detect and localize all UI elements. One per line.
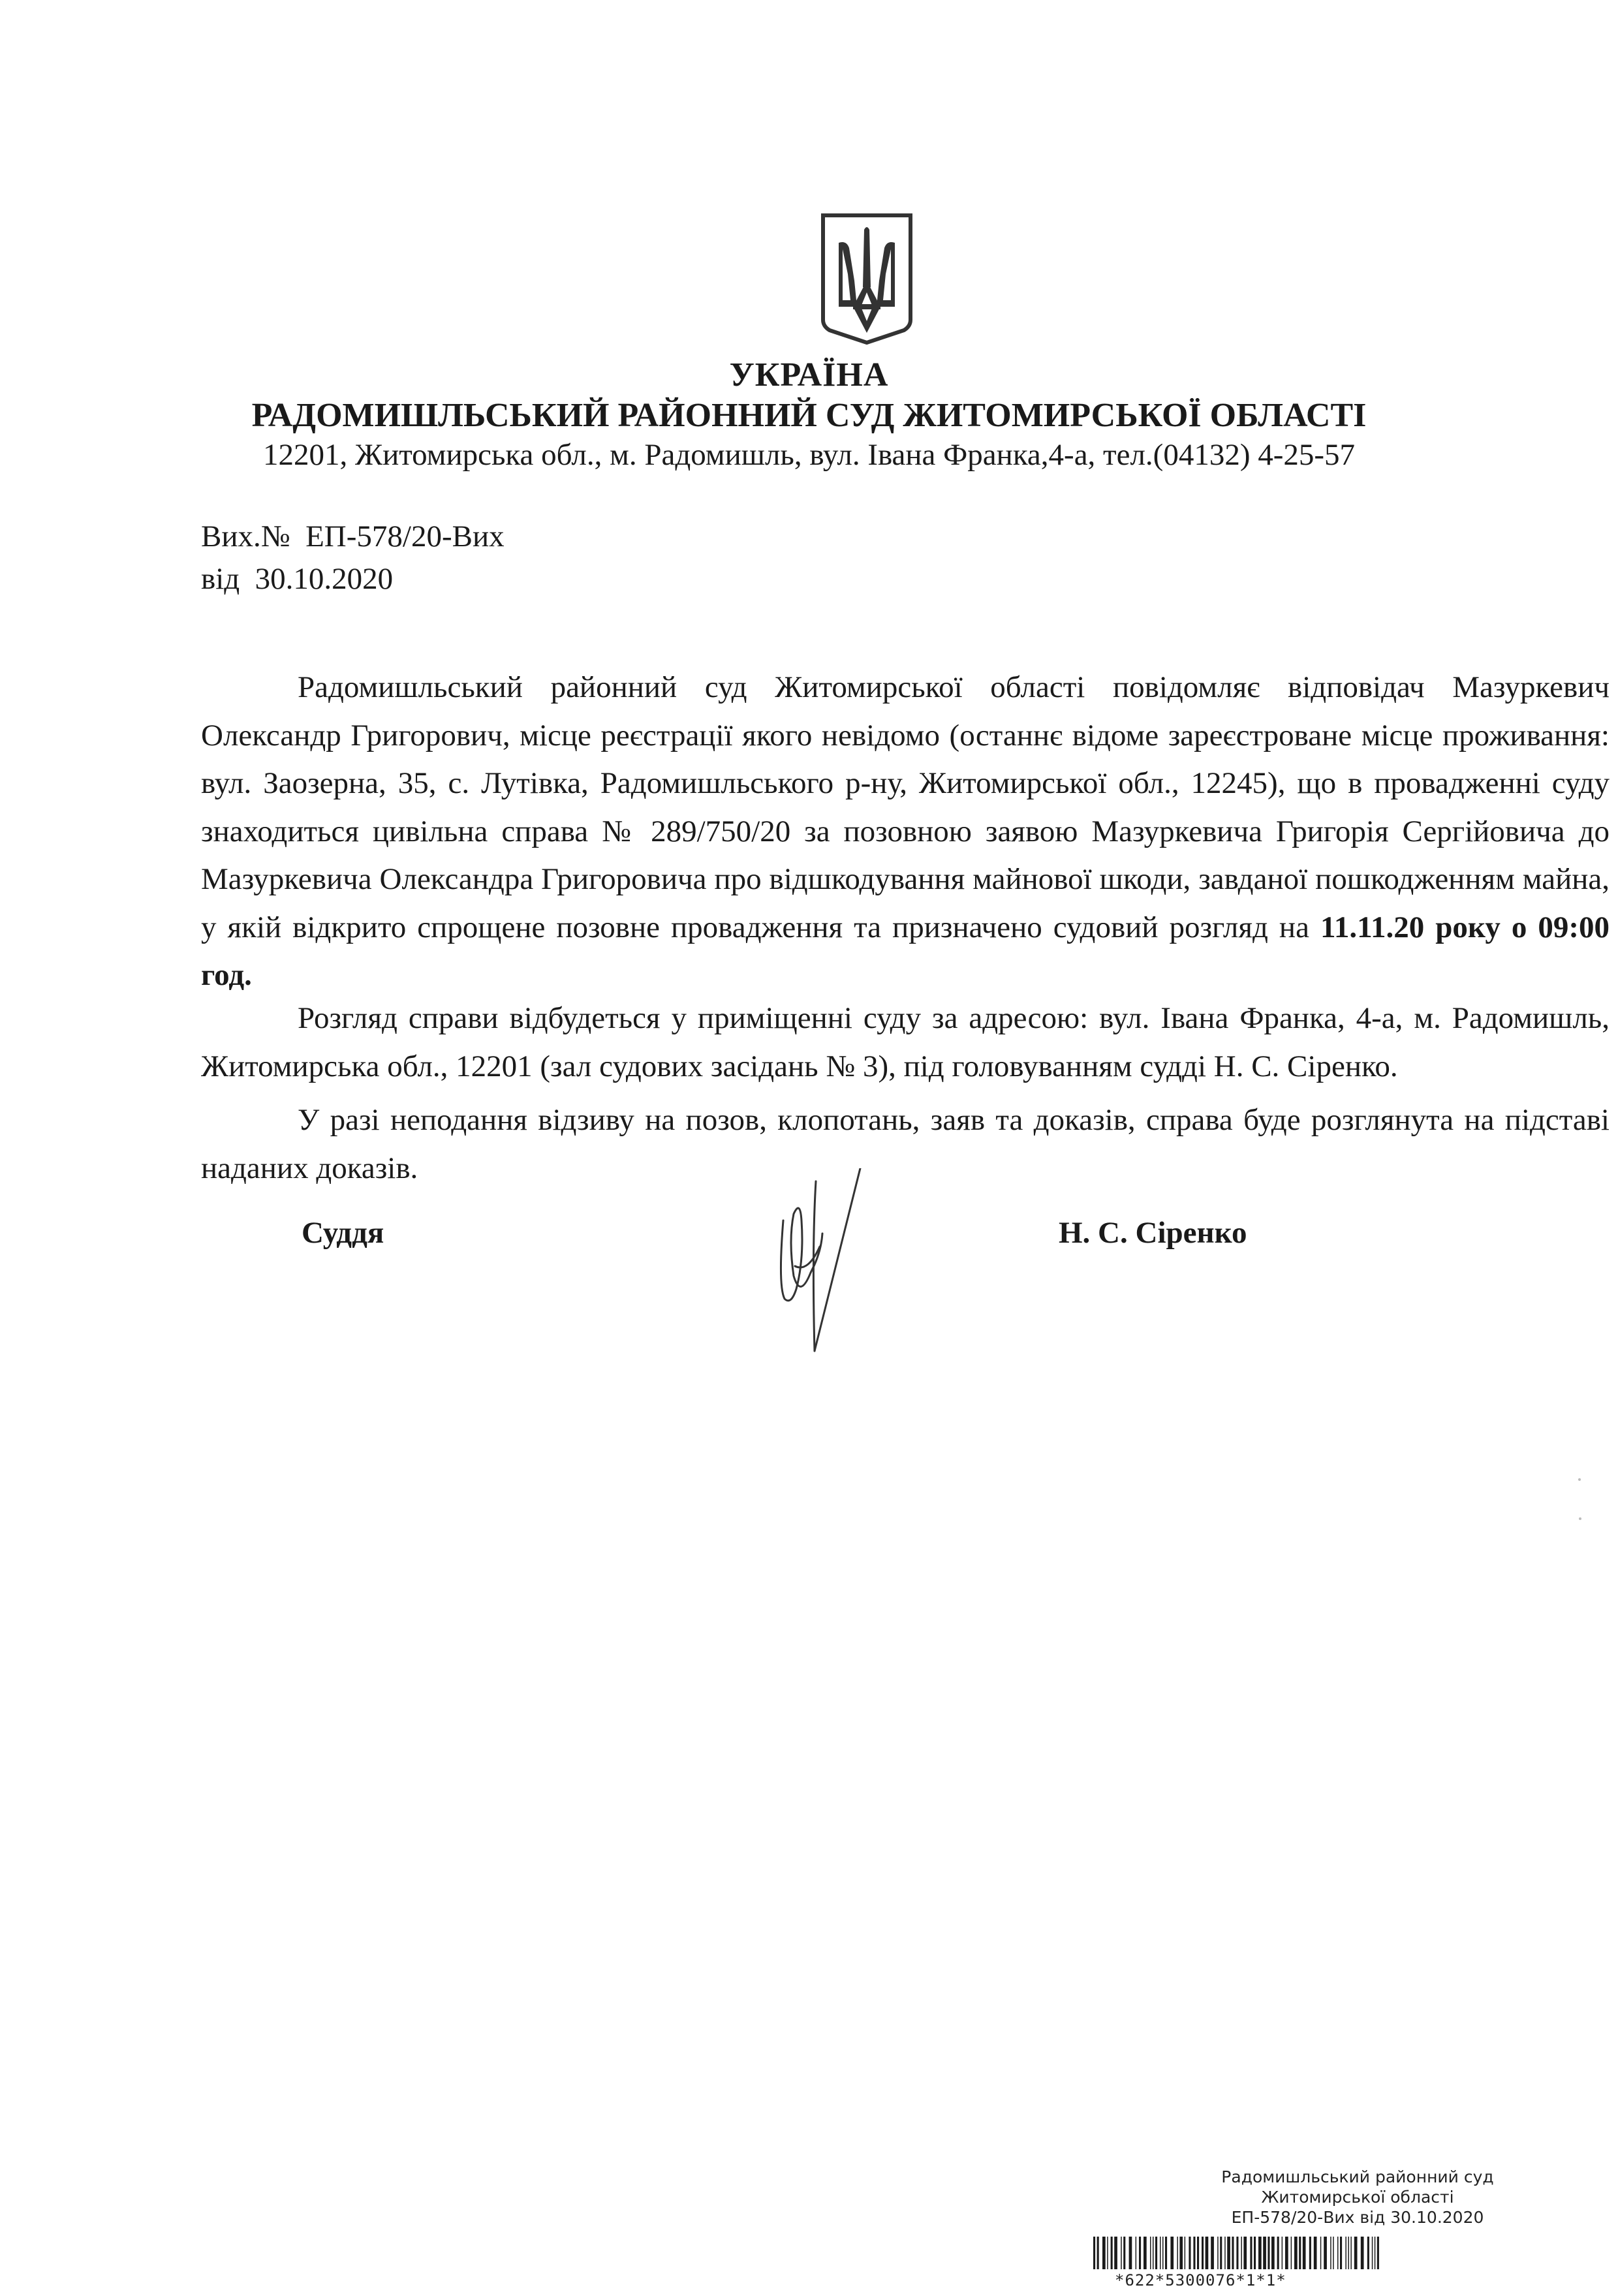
barcode-bar — [1254, 2237, 1256, 2269]
barcode-bar — [1177, 2237, 1178, 2269]
barcode-bar — [1102, 2237, 1106, 2269]
barcode-bar — [1123, 2237, 1125, 2269]
stamp-region: Житомирської області — [1261, 2188, 1454, 2207]
barcode-bar — [1354, 2237, 1358, 2269]
handwritten-signature-icon — [744, 1168, 914, 1371]
barcode-bar — [1179, 2237, 1183, 2269]
barcode-bar — [1107, 2237, 1108, 2269]
barcode-bar — [1143, 2237, 1147, 2269]
outgoing-date: від 30.10.2020 — [201, 562, 394, 596]
court-name-heading: РАДОМИШЛЬСЬКИЙ РАЙОННИЙ СУД ЖИТОМИРСЬКОЇ ОБЛАСТІ — [251, 397, 1367, 434]
hearing-datetime: 11.11.20 року о 09:00 год. — [201, 910, 1610, 992]
barcode-bar — [1299, 2237, 1301, 2269]
stamp-reference: ЕП-578/20-Вих від 30.10.2020 — [1231, 2208, 1484, 2227]
barcode-bar — [1282, 2237, 1283, 2269]
barcode-bar — [1129, 2237, 1132, 2269]
barcode-bar — [1375, 2237, 1376, 2269]
barcode-bar — [1377, 2237, 1379, 2269]
coat-of-arms-icon — [818, 209, 916, 345]
barcode-bar — [1320, 2237, 1322, 2269]
barcode-bar — [1111, 2237, 1113, 2269]
registration-stamp — [1077, 2167, 1618, 2227]
signatory-name: Н. С. Сіренко — [1059, 1216, 1247, 1250]
barcode-bar — [1294, 2237, 1298, 2269]
barcode-bar — [1217, 2237, 1219, 2269]
barcode-bar — [1202, 2237, 1204, 2269]
barcode-bar — [1263, 2237, 1266, 2269]
barcode-bar — [1162, 2237, 1164, 2269]
barcode-bar — [1350, 2237, 1352, 2269]
barcode-bar — [1340, 2237, 1342, 2269]
barcode-bar — [1367, 2237, 1369, 2269]
barcode-bar — [1155, 2237, 1157, 2269]
barcode-bar — [1206, 2237, 1209, 2269]
notice-paragraph — [201, 664, 1610, 1000]
notice-text: Радомишльський районний суд Житомирської області повідомляє відповідач Мазуркевич Олександр Григорович, місце реєстрації якого невідомо (останнє відоме зареєстроване місце проживання: вул. Заозерна, 35, с. Лутівка, Радомишльського р-ну, Житомирської обл., 12245), що в провадженні суду знаходиться цивільна справа № 289/750/20 за позовною заявою Мазуркевича Григорія Сергійовича до Мазуркевича Олександра Григоровича про відшкодування майнової шкоди, завданої пошкодженням майна, у якій відкрито спрощене позовне провадження та призначено судовий розгляд на — [201, 670, 1610, 944]
barcode-bar — [1136, 2237, 1137, 2269]
barcode-bar — [1250, 2237, 1252, 2269]
barcode-bar — [1139, 2237, 1141, 2269]
barcode-bar — [1170, 2237, 1174, 2269]
barcode-bar — [1189, 2237, 1190, 2269]
barcode-bar — [1309, 2237, 1311, 2269]
barcode-bar — [1220, 2237, 1222, 2269]
barcode-bar — [1372, 2237, 1373, 2269]
barcode-bar — [1197, 2237, 1199, 2269]
barcode-caption: *622*5300076*1*1* — [1115, 2271, 1286, 2286]
scan-speck — [1579, 1517, 1581, 1520]
barcode-bar — [1285, 2237, 1288, 2269]
barcode-bar — [1153, 2237, 1154, 2269]
barcode-bar — [1291, 2237, 1292, 2269]
barcode-bar — [1193, 2237, 1195, 2269]
hearing-location-paragraph: Розгляд справи відбудеться у приміщенні суду за адресою: вул. Івана Франка, 4-а, м. Радомишль, Житомирська обл., 12201 (зал судових засідань № 3), під головуванням судді Н. С. Сіренко. — [201, 1001, 1610, 1083]
warning-paragraph: У разі неподання відзиву на позов, клопотань, заяв та доказів, справа буде розглянута на підставі наданих доказів. — [201, 1103, 1610, 1185]
barcode-bar — [1241, 2237, 1242, 2269]
barcode-bar — [1345, 2237, 1346, 2269]
barcode-bar — [1150, 2237, 1151, 2269]
barcode-bar — [1277, 2237, 1279, 2269]
barcode-bar — [1232, 2237, 1234, 2269]
barcode-bar — [1330, 2237, 1331, 2269]
barcode-bar — [1224, 2237, 1226, 2269]
barcode-bar — [1165, 2237, 1167, 2269]
barcode-bar — [1236, 2237, 1238, 2269]
barcode-bar — [1185, 2237, 1186, 2269]
barcode-bar — [1243, 2237, 1247, 2269]
barcode-bar — [1258, 2237, 1262, 2269]
barcode-bar — [1114, 2237, 1117, 2269]
barcode-bar — [1211, 2237, 1214, 2269]
barcode-bar — [1268, 2237, 1269, 2269]
barcode-bar — [1227, 2237, 1230, 2269]
barcode-bar — [1271, 2237, 1275, 2269]
barcode-bar — [1314, 2237, 1317, 2269]
court-address: 12201, Житомирська обл., м. Радомишль, вул. Івана Франка,4-а, тел.(04132) 4-25-57 — [262, 438, 1356, 472]
barcode-bar — [1324, 2237, 1327, 2269]
barcode-bar — [1333, 2237, 1334, 2269]
scan-speck — [1578, 1478, 1581, 1481]
barcode-bar — [1361, 2237, 1364, 2269]
country-heading: УКРАЇНА — [729, 356, 889, 394]
barcode-bar — [1160, 2237, 1161, 2269]
signatory-title: Суддя — [302, 1216, 384, 1250]
barcode-bar — [1093, 2237, 1095, 2269]
barcode-bar — [1097, 2237, 1099, 2269]
outgoing-number: Вих.№ ЕП-578/20-Вих — [201, 520, 505, 553]
barcode-bar — [1121, 2237, 1122, 2269]
barcode-bar — [1348, 2237, 1349, 2269]
barcode-bar — [1303, 2237, 1306, 2269]
barcode-bar — [1337, 2237, 1339, 2269]
stamp-court-name: Радомишльський районний суд — [1221, 2167, 1494, 2186]
barcode-icon — [1093, 2237, 1380, 2269]
